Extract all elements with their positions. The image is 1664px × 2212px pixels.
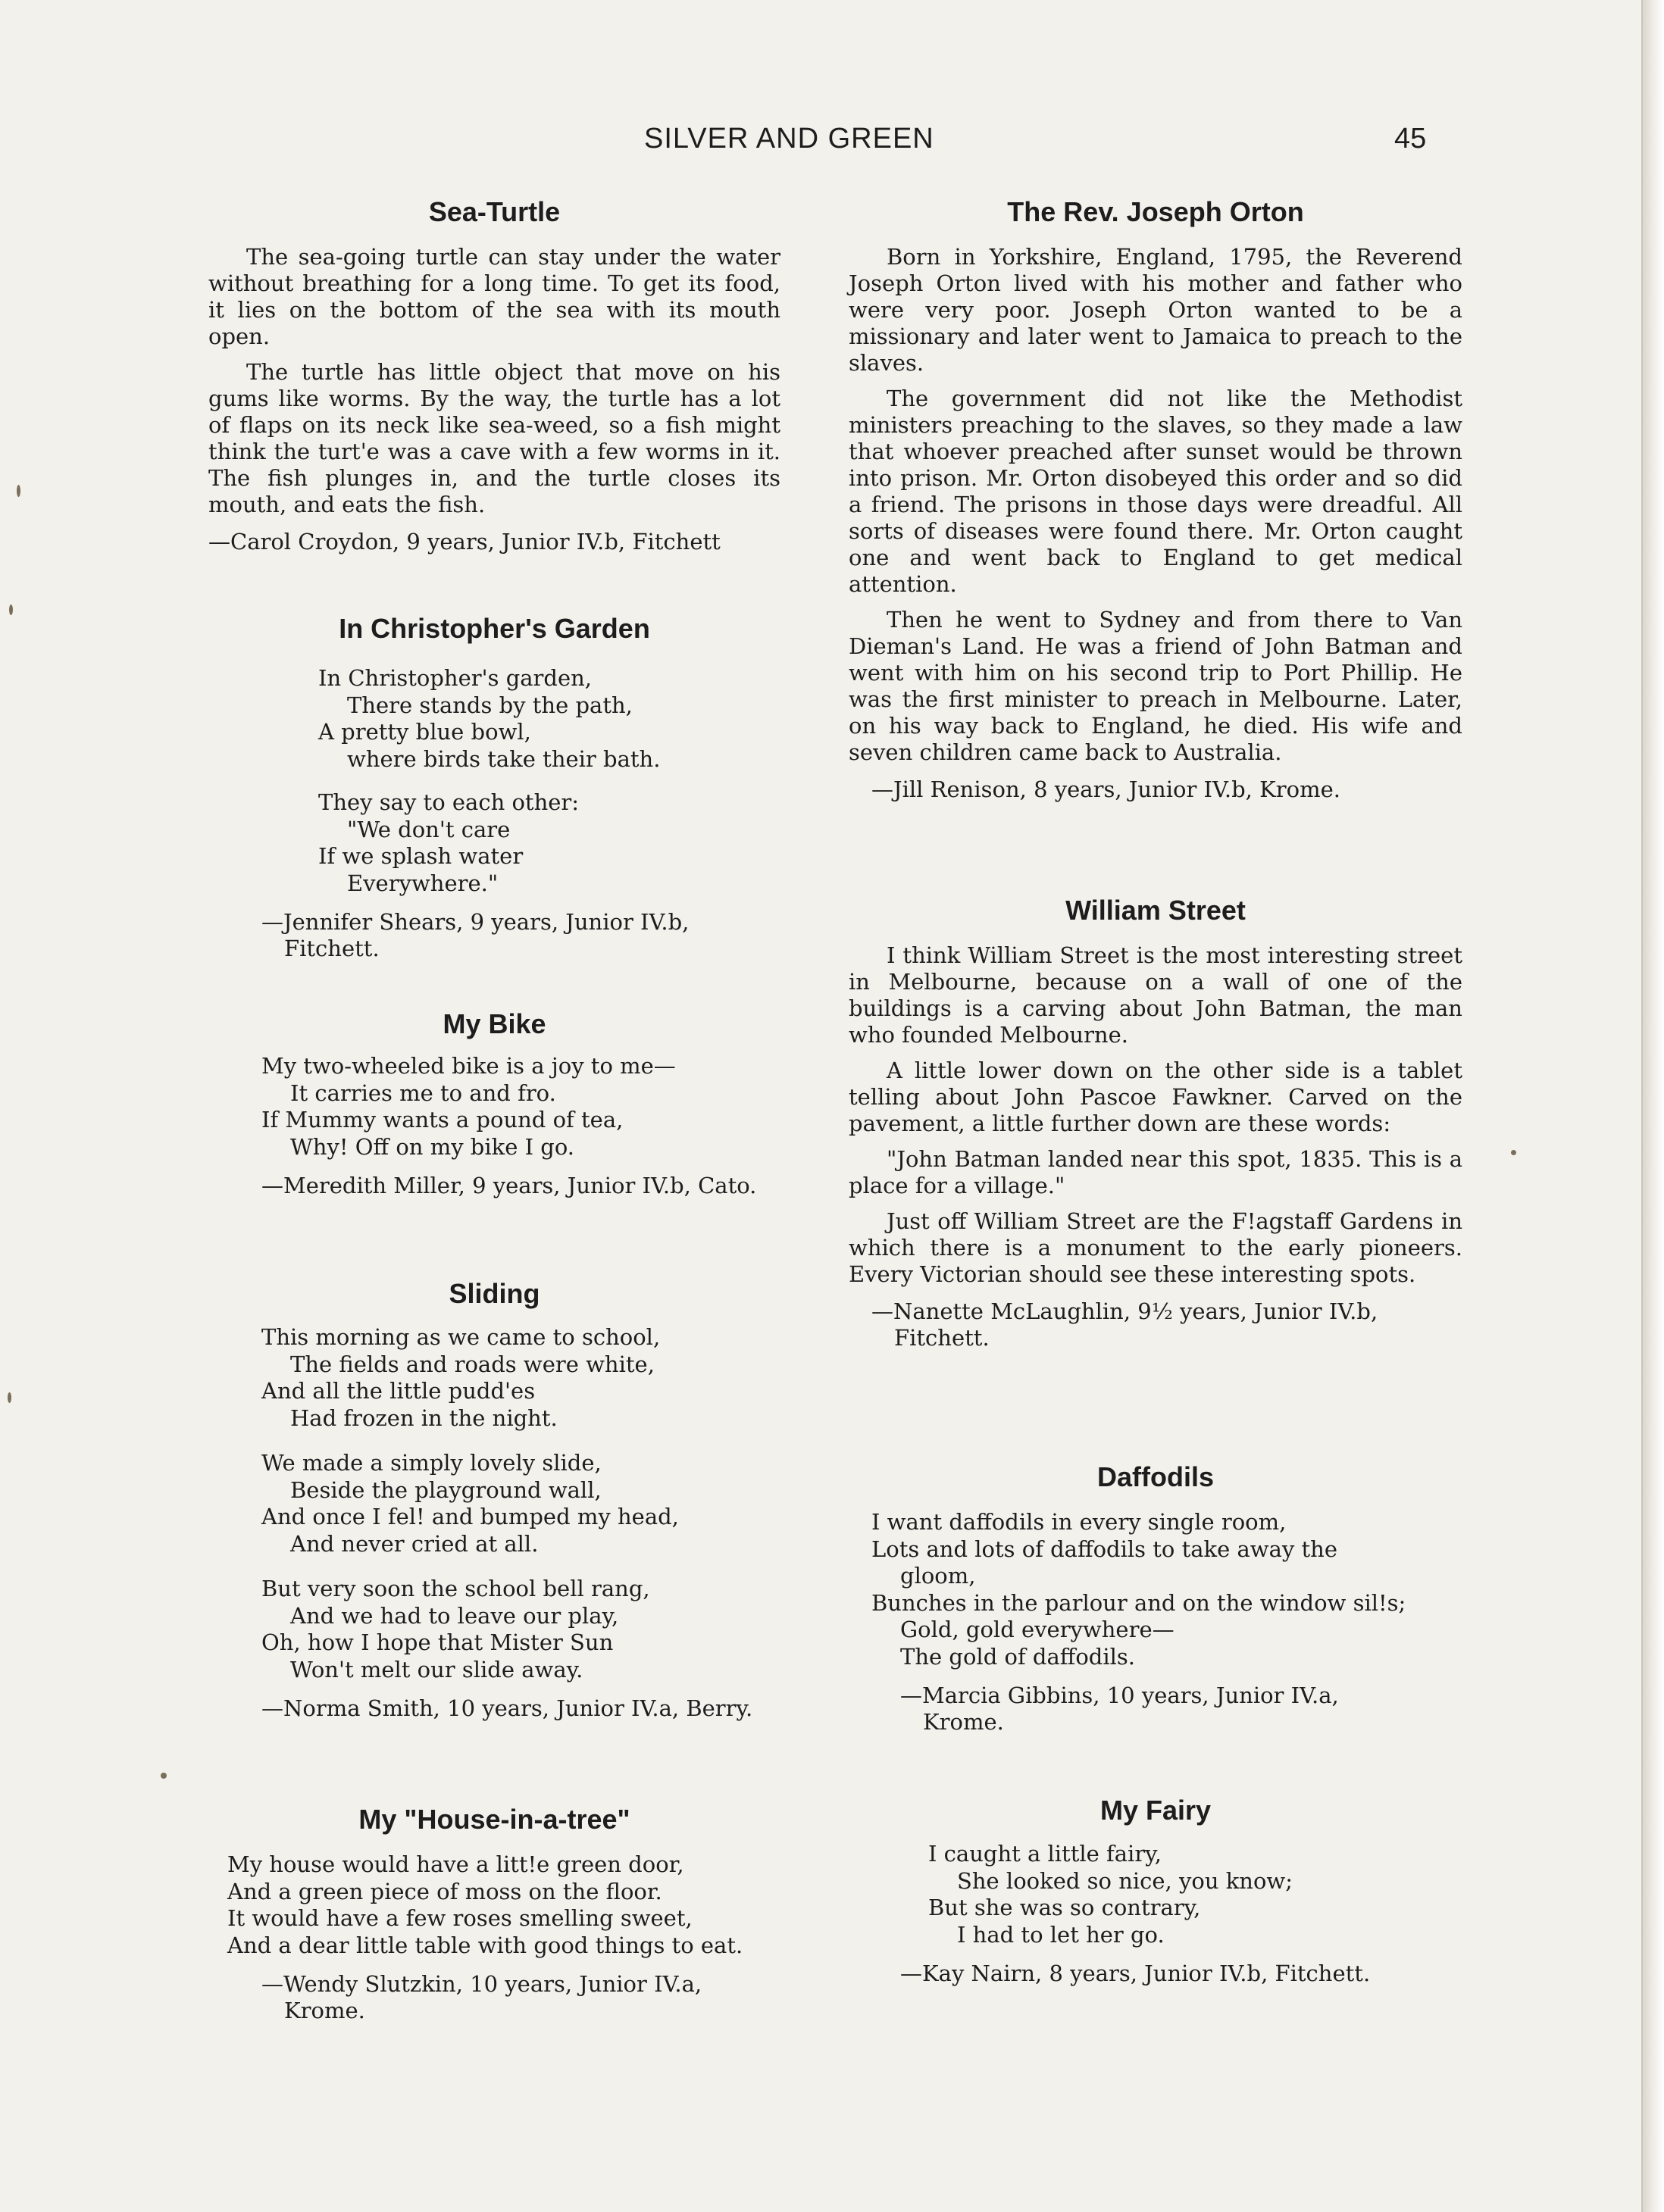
poem-line: Oh, how I hope that Mister Sun <box>261 1629 614 1655</box>
poem-line: And never cried at all. <box>290 1530 539 1557</box>
paragraph: The government did not like the Methodist ministers preaching to the slaves, so they made a law that whoever preached after sunset would be thrown into prison. Mr. Orton disobeyed this order and so did a friend. The prisons in those days were dreadful. All sorts of diseases were found there. Mr. Orton caught one and went back to England to get medical attention. <box>849 386 1462 597</box>
byline: —Nanette McLaughlin, 9½ years, Junior IV.b, Fitchett. <box>871 1298 1378 1351</box>
poem-line: Lots and lots of daffodils to take away the <box>871 1536 1337 1562</box>
poem-line: where birds take their bath. <box>347 745 661 772</box>
poem-sliding <box>208 1277 780 1722</box>
poem-title: My "House-in-a-tree" <box>358 1804 630 1835</box>
poem-line: "We don't care <box>347 816 511 842</box>
article-sea-turtle <box>208 195 780 555</box>
poem-line: There stands by the path, <box>347 692 633 718</box>
article-william-street <box>849 894 1462 1351</box>
paragraph: The sea-going turtle can stay under the water without breathing for a long time. To get its food, it lies on the bottom of the sea with its mouth open. <box>208 244 780 349</box>
paragraph: Then he went to Sydney and from there to Van Dieman's Land. He was a friend of John Batman and went with him on his second trip to Port Phillip. He was the first minister to preach in Melbourne. Later, on his way back to England, he died. His wife and seven children came back to Australia. <box>849 607 1462 765</box>
poem-line: And a dear little table with good things to eat. <box>227 1932 743 1958</box>
poem-line: Won't melt our slide away. <box>290 1656 583 1682</box>
byline: —Jill Renison, 8 years, Junior IV.b, Krome. <box>871 776 1340 802</box>
article-joseph-orton <box>849 195 1462 803</box>
poem-line: The gold of daffodils. <box>900 1643 1136 1670</box>
poem-line: And we had to leave our play, <box>290 1602 619 1629</box>
poem-line: I want daffodils in every single room, <box>871 1509 1287 1535</box>
poem-line: It would have a few roses smelling sweet, <box>227 1905 693 1931</box>
poem-my-bike <box>208 1008 780 1199</box>
poem-line: This morning as we came to school, <box>261 1324 661 1350</box>
running-head: SILVER AND GREEN <box>644 123 934 155</box>
paragraph: The turtle has little object that move on his gums like worms. By the way, the turtle has a lot of flaps on its neck like sea-weed, so a fish might think the turt'e was a cave with a few worms in it. The fish plunges in, and the turtle closes its mouth, and eats the fish. <box>208 359 780 517</box>
byline: —Meredith Miller, 9 years, Junior IV.b, Cato. <box>261 1173 757 1198</box>
paragraph: Born in Yorkshire, England, 1795, the Reverend Joseph Orton lived with his mother and father who were very poor. Joseph Orton wanted to be a missionary and later went to Jamaica to preach to the slaves. <box>849 244 1462 376</box>
poem-line: It carries me to and fro. <box>290 1079 556 1106</box>
article-title: Sea-Turtle <box>428 196 561 227</box>
poem-house-in-a-tree <box>208 1803 780 2024</box>
poem-line: But very soon the school bell rang, <box>261 1576 650 1601</box>
paragraph: "John Batman landed near this spot, 1835. This is a place for a village." <box>849 1146 1462 1198</box>
poem-line: If we splash water <box>318 843 524 869</box>
poem-line: In Christopher's garden, <box>318 665 593 691</box>
poem-line: And all the little pudd'es <box>261 1378 536 1404</box>
article-title: William Street <box>1065 895 1246 926</box>
byline: —Jennifer Shears, 9 years, Junior IV.b, Fitchett. <box>261 909 690 961</box>
poem-line: Had frozen in the night. <box>290 1404 558 1431</box>
scan-speck <box>161 1773 167 1779</box>
byline: —Marcia Gibbins, 10 years, Junior IV.a, Krome. <box>900 1682 1339 1735</box>
poem-title: My Bike <box>443 1008 546 1039</box>
paragraph: Just off William Street are the F!agstaff Gardens in which there is a monument to the early pioneers. Every Victorian should see these interesting spots. <box>849 1208 1462 1287</box>
poem-line: I had to let her go. <box>957 1921 1165 1948</box>
poem-christophers-garden <box>208 612 780 962</box>
poem-line: My house would have a litt!e green door, <box>227 1851 684 1877</box>
scan-speck <box>1511 1150 1516 1155</box>
poem-line: They say to each other: <box>318 789 580 815</box>
page-number: 45 <box>1394 123 1427 155</box>
poem-line: But she was so contrary, <box>928 1895 1201 1920</box>
poem-line: We made a simply lovely slide, <box>261 1450 602 1476</box>
page-edge <box>1641 0 1664 2212</box>
poem-line: Gold, gold everywhere— <box>900 1617 1174 1642</box>
byline: —Wendy Slutzkin, 10 years, Junior IV.a, Krome. <box>261 1971 702 2023</box>
poem-title: In Christopher's Garden <box>339 613 650 644</box>
poem-title: Daffodils <box>1096 1461 1214 1492</box>
poem-line: The fields and roads were white, <box>290 1351 655 1377</box>
poem-title: My Fairy <box>1099 1795 1212 1826</box>
poem-line: A pretty blue bowl, <box>318 719 531 745</box>
poem-line: Why! Off on my bike I go. <box>290 1133 574 1160</box>
scan-speck <box>8 1392 11 1403</box>
poem-line: My two-wheeled bike is a joy to me— <box>261 1053 676 1079</box>
scan-speck <box>9 605 13 615</box>
paragraph: I think William Street is the most interesting street in Melbourne, because on a wall of one of the buildings is a carving about John Batman, the man who founded Melbourne. <box>849 942 1462 1048</box>
poem-line: Beside the playground wall, <box>290 1476 602 1503</box>
byline: —Norma Smith, 10 years, Junior IV.a, Berry. <box>261 1695 753 1721</box>
poem-line: gloom, <box>900 1563 976 1589</box>
byline: —Kay Nairn, 8 years, Junior IV.b, Fitchett. <box>900 1960 1371 1986</box>
poem-line: And a green piece of moss on the floor. <box>227 1878 662 1904</box>
poem-my-fairy <box>849 1794 1462 1987</box>
poem-line: If Mummy wants a pound of tea, <box>261 1107 624 1133</box>
poem-line: I caught a little fairy, <box>928 1841 1162 1867</box>
poem-line: And once I fel! and bumped my head, <box>261 1504 679 1529</box>
paragraph: A little lower down on the other side is a tablet telling about John Pascoe Fawkner. Carved on the pavement, a little further down are these words: <box>849 1058 1462 1136</box>
poem-daffodils <box>849 1461 1462 1736</box>
poem-line: Everywhere." <box>347 870 499 896</box>
article-title: The Rev. Joseph Orton <box>1007 196 1304 227</box>
byline: —Carol Croydon, 9 years, Junior IV.b, Fitchett <box>208 529 721 555</box>
poem-line: Bunches in the parlour and on the window sil!s; <box>871 1589 1406 1616</box>
poem-line: She looked so nice, you know; <box>957 1867 1293 1894</box>
scan-speck <box>17 485 20 497</box>
poem-title: Sliding <box>449 1278 540 1309</box>
